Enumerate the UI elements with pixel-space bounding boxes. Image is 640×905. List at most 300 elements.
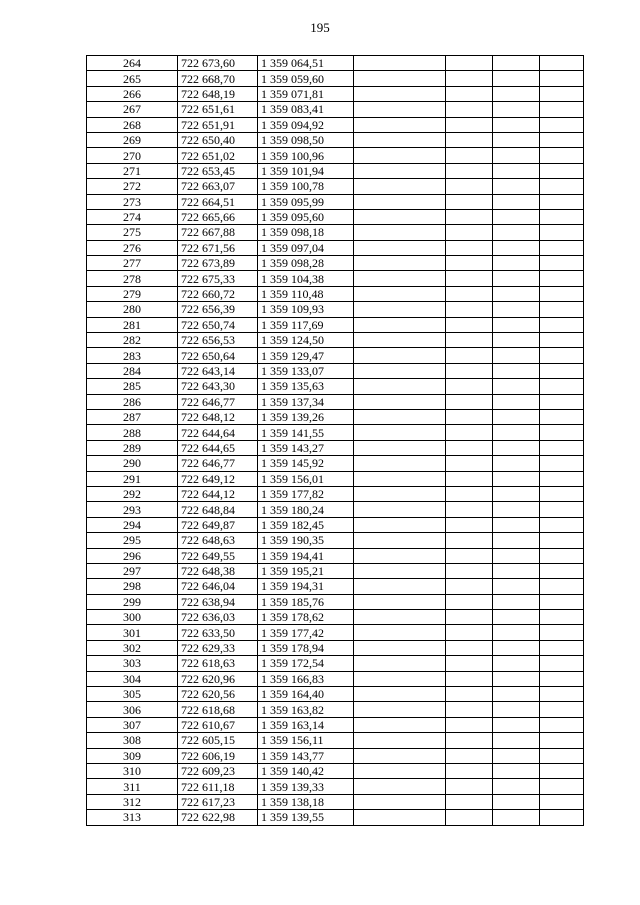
table-row xyxy=(87,394,584,409)
empty-cell xyxy=(540,148,584,163)
point-number-cell: 289 xyxy=(87,440,178,455)
empty-cell xyxy=(354,440,446,455)
y-coordinate-cell: 1 359 185,76 xyxy=(258,594,354,609)
empty-cell xyxy=(493,810,540,825)
y-coordinate-cell: 1 359 139,33 xyxy=(258,779,354,794)
empty-cell xyxy=(354,132,446,147)
point-number-cell: 310 xyxy=(87,763,178,778)
empty-cell xyxy=(540,671,584,686)
point-number-cell: 288 xyxy=(87,425,178,440)
empty-cell xyxy=(540,594,584,609)
empty-cell xyxy=(354,148,446,163)
empty-cell xyxy=(446,379,493,394)
empty-cell xyxy=(354,594,446,609)
table-row xyxy=(87,533,584,548)
empty-cell xyxy=(493,163,540,178)
point-number-cell: 306 xyxy=(87,702,178,717)
y-coordinate-cell: 1 359 098,28 xyxy=(258,256,354,271)
empty-cell xyxy=(540,502,584,517)
y-coordinate-cell: 1 359 195,21 xyxy=(258,563,354,578)
empty-cell xyxy=(354,86,446,101)
point-number-cell: 269 xyxy=(87,132,178,147)
point-number-cell: 268 xyxy=(87,117,178,132)
x-coordinate-cell: 722 643,30 xyxy=(178,379,258,394)
table-row xyxy=(87,748,584,763)
x-coordinate-cell: 722 660,72 xyxy=(178,286,258,301)
empty-cell xyxy=(446,625,493,640)
empty-cell xyxy=(354,671,446,686)
point-number-cell: 301 xyxy=(87,625,178,640)
empty-cell xyxy=(354,271,446,286)
empty-cell xyxy=(493,148,540,163)
table-row xyxy=(87,794,584,809)
point-number-cell: 309 xyxy=(87,748,178,763)
empty-cell xyxy=(540,286,584,301)
empty-cell xyxy=(446,563,493,578)
point-number-cell: 276 xyxy=(87,240,178,255)
empty-cell xyxy=(446,594,493,609)
empty-cell xyxy=(540,456,584,471)
x-coordinate-cell: 722 646,04 xyxy=(178,579,258,594)
empty-cell xyxy=(446,517,493,532)
empty-cell xyxy=(354,286,446,301)
y-coordinate-cell: 1 359 124,50 xyxy=(258,333,354,348)
empty-cell xyxy=(493,317,540,332)
empty-cell xyxy=(354,209,446,224)
empty-cell xyxy=(540,394,584,409)
x-coordinate-cell: 722 648,63 xyxy=(178,533,258,548)
empty-cell xyxy=(493,440,540,455)
y-coordinate-cell: 1 359 141,55 xyxy=(258,425,354,440)
empty-cell xyxy=(354,471,446,486)
y-coordinate-cell: 1 359 156,11 xyxy=(258,733,354,748)
empty-cell xyxy=(354,302,446,317)
empty-cell xyxy=(446,425,493,440)
table-row xyxy=(87,502,584,517)
y-coordinate-cell: 1 359 104,38 xyxy=(258,271,354,286)
y-coordinate-cell: 1 359 177,42 xyxy=(258,625,354,640)
point-number-cell: 296 xyxy=(87,548,178,563)
empty-cell xyxy=(446,71,493,86)
table-row xyxy=(87,148,584,163)
y-coordinate-cell: 1 359 164,40 xyxy=(258,687,354,702)
empty-cell xyxy=(446,333,493,348)
empty-cell xyxy=(493,256,540,271)
empty-cell xyxy=(540,517,584,532)
empty-cell xyxy=(354,656,446,671)
x-coordinate-cell: 722 611,18 xyxy=(178,779,258,794)
empty-cell xyxy=(446,56,493,71)
empty-cell xyxy=(446,763,493,778)
empty-cell xyxy=(493,394,540,409)
table-row xyxy=(87,225,584,240)
y-coordinate-cell: 1 359 190,35 xyxy=(258,533,354,548)
table-row xyxy=(87,179,584,194)
y-coordinate-cell: 1 359 094,92 xyxy=(258,117,354,132)
table-row xyxy=(87,656,584,671)
empty-cell xyxy=(493,379,540,394)
y-coordinate-cell: 1 359 098,18 xyxy=(258,225,354,240)
empty-cell xyxy=(493,286,540,301)
table-row xyxy=(87,163,584,178)
x-coordinate-cell: 722 610,67 xyxy=(178,717,258,732)
x-coordinate-cell: 722 648,19 xyxy=(178,86,258,101)
empty-cell xyxy=(354,117,446,132)
empty-cell xyxy=(446,702,493,717)
empty-cell xyxy=(446,394,493,409)
empty-cell xyxy=(354,563,446,578)
y-coordinate-cell: 1 359 101,94 xyxy=(258,163,354,178)
empty-cell xyxy=(540,117,584,132)
empty-cell xyxy=(446,471,493,486)
y-coordinate-cell: 1 359 140,42 xyxy=(258,763,354,778)
y-coordinate-cell: 1 359 109,93 xyxy=(258,302,354,317)
empty-cell xyxy=(446,256,493,271)
table-row xyxy=(87,702,584,717)
empty-cell xyxy=(493,517,540,532)
empty-cell xyxy=(354,333,446,348)
table-row xyxy=(87,348,584,363)
point-number-cell: 300 xyxy=(87,610,178,625)
empty-cell xyxy=(540,194,584,209)
x-coordinate-cell: 722 664,51 xyxy=(178,194,258,209)
empty-cell xyxy=(493,56,540,71)
empty-cell xyxy=(446,794,493,809)
y-coordinate-cell: 1 359 163,82 xyxy=(258,702,354,717)
point-number-cell: 279 xyxy=(87,286,178,301)
point-number-cell: 275 xyxy=(87,225,178,240)
empty-cell xyxy=(493,86,540,101)
empty-cell xyxy=(446,209,493,224)
empty-cell xyxy=(540,748,584,763)
point-number-cell: 302 xyxy=(87,640,178,655)
empty-cell xyxy=(540,71,584,86)
table-row xyxy=(87,379,584,394)
empty-cell xyxy=(493,763,540,778)
empty-cell xyxy=(354,379,446,394)
empty-cell xyxy=(446,671,493,686)
empty-cell xyxy=(540,702,584,717)
empty-cell xyxy=(493,333,540,348)
x-coordinate-cell: 722 651,61 xyxy=(178,102,258,117)
point-number-cell: 308 xyxy=(87,733,178,748)
table-row xyxy=(87,440,584,455)
table-row xyxy=(87,810,584,825)
empty-cell xyxy=(540,810,584,825)
x-coordinate-cell: 722 656,39 xyxy=(178,302,258,317)
empty-cell xyxy=(354,610,446,625)
y-coordinate-cell: 1 359 145,92 xyxy=(258,456,354,471)
empty-cell xyxy=(446,533,493,548)
empty-cell xyxy=(446,733,493,748)
empty-cell xyxy=(493,409,540,424)
point-number-cell: 281 xyxy=(87,317,178,332)
empty-cell xyxy=(493,271,540,286)
empty-cell xyxy=(446,271,493,286)
empty-cell xyxy=(540,271,584,286)
point-number-cell: 266 xyxy=(87,86,178,101)
x-coordinate-cell: 722 648,38 xyxy=(178,563,258,578)
table-row xyxy=(87,717,584,732)
point-number-cell: 312 xyxy=(87,794,178,809)
empty-cell xyxy=(493,456,540,471)
point-number-cell: 304 xyxy=(87,671,178,686)
x-coordinate-cell: 722 650,74 xyxy=(178,317,258,332)
y-coordinate-cell: 1 359 133,07 xyxy=(258,363,354,378)
y-coordinate-cell: 1 359 059,60 xyxy=(258,71,354,86)
empty-cell xyxy=(540,579,584,594)
empty-cell xyxy=(493,71,540,86)
point-number-cell: 285 xyxy=(87,379,178,394)
table-row xyxy=(87,640,584,655)
table-row xyxy=(87,425,584,440)
empty-cell xyxy=(354,394,446,409)
y-coordinate-cell: 1 359 166,83 xyxy=(258,671,354,686)
table-row xyxy=(87,256,584,271)
empty-cell xyxy=(354,486,446,501)
empty-cell xyxy=(446,502,493,517)
empty-cell xyxy=(540,240,584,255)
empty-cell xyxy=(493,563,540,578)
x-coordinate-cell: 722 656,53 xyxy=(178,333,258,348)
y-coordinate-cell: 1 359 177,82 xyxy=(258,486,354,501)
y-coordinate-cell: 1 359 182,45 xyxy=(258,517,354,532)
x-coordinate-cell: 722 667,88 xyxy=(178,225,258,240)
empty-cell xyxy=(446,302,493,317)
point-number-cell: 292 xyxy=(87,486,178,501)
empty-cell xyxy=(493,717,540,732)
empty-cell xyxy=(493,194,540,209)
point-number-cell: 270 xyxy=(87,148,178,163)
x-coordinate-cell: 722 675,33 xyxy=(178,271,258,286)
empty-cell xyxy=(493,794,540,809)
y-coordinate-cell: 1 359 143,77 xyxy=(258,748,354,763)
x-coordinate-cell: 722 668,70 xyxy=(178,71,258,86)
x-coordinate-cell: 722 617,23 xyxy=(178,794,258,809)
point-number-cell: 277 xyxy=(87,256,178,271)
point-number-cell: 297 xyxy=(87,563,178,578)
x-coordinate-cell: 722 605,15 xyxy=(178,733,258,748)
point-number-cell: 286 xyxy=(87,394,178,409)
point-number-cell: 284 xyxy=(87,363,178,378)
empty-cell xyxy=(354,163,446,178)
empty-cell xyxy=(493,671,540,686)
empty-cell xyxy=(493,225,540,240)
y-coordinate-cell: 1 359 194,41 xyxy=(258,548,354,563)
table-row xyxy=(87,456,584,471)
empty-cell xyxy=(540,733,584,748)
empty-cell xyxy=(354,625,446,640)
x-coordinate-cell: 722 633,50 xyxy=(178,625,258,640)
x-coordinate-cell: 722 609,23 xyxy=(178,763,258,778)
empty-cell xyxy=(493,687,540,702)
empty-cell xyxy=(354,687,446,702)
x-coordinate-cell: 722 651,91 xyxy=(178,117,258,132)
empty-cell xyxy=(540,533,584,548)
empty-cell xyxy=(493,548,540,563)
empty-cell xyxy=(540,625,584,640)
empty-cell xyxy=(540,440,584,455)
table-row xyxy=(87,779,584,794)
empty-cell xyxy=(493,302,540,317)
empty-cell xyxy=(446,779,493,794)
y-coordinate-cell: 1 359 071,81 xyxy=(258,86,354,101)
y-coordinate-cell: 1 359 064,51 xyxy=(258,56,354,71)
point-number-cell: 305 xyxy=(87,687,178,702)
empty-cell xyxy=(354,640,446,655)
empty-cell xyxy=(354,748,446,763)
y-coordinate-cell: 1 359 097,04 xyxy=(258,240,354,255)
empty-cell xyxy=(446,363,493,378)
point-number-cell: 265 xyxy=(87,71,178,86)
y-coordinate-cell: 1 359 083,41 xyxy=(258,102,354,117)
point-number-cell: 294 xyxy=(87,517,178,532)
empty-cell xyxy=(354,102,446,117)
y-coordinate-cell: 1 359 117,69 xyxy=(258,317,354,332)
y-coordinate-cell: 1 359 172,54 xyxy=(258,656,354,671)
empty-cell xyxy=(446,687,493,702)
x-coordinate-cell: 722 606,19 xyxy=(178,748,258,763)
empty-cell xyxy=(540,486,584,501)
empty-cell xyxy=(354,179,446,194)
empty-cell xyxy=(446,486,493,501)
empty-cell xyxy=(493,486,540,501)
x-coordinate-cell: 722 663,07 xyxy=(178,179,258,194)
empty-cell xyxy=(493,748,540,763)
x-coordinate-cell: 722 643,14 xyxy=(178,363,258,378)
point-number-cell: 278 xyxy=(87,271,178,286)
table-row xyxy=(87,117,584,132)
empty-cell xyxy=(354,363,446,378)
table-row xyxy=(87,625,584,640)
empty-cell xyxy=(446,579,493,594)
table-row xyxy=(87,594,584,609)
empty-cell xyxy=(446,548,493,563)
table-row xyxy=(87,363,584,378)
table-row xyxy=(87,86,584,101)
empty-cell xyxy=(493,471,540,486)
x-coordinate-cell: 722 673,89 xyxy=(178,256,258,271)
table-row xyxy=(87,286,584,301)
table-row xyxy=(87,763,584,778)
empty-cell xyxy=(354,502,446,517)
empty-cell xyxy=(493,579,540,594)
empty-cell xyxy=(540,548,584,563)
empty-cell xyxy=(446,640,493,655)
y-coordinate-cell: 1 359 095,99 xyxy=(258,194,354,209)
table-row xyxy=(87,240,584,255)
empty-cell xyxy=(354,763,446,778)
x-coordinate-cell: 722 622,98 xyxy=(178,810,258,825)
empty-cell xyxy=(354,579,446,594)
table-row xyxy=(87,102,584,117)
x-coordinate-cell: 722 618,68 xyxy=(178,702,258,717)
y-coordinate-cell: 1 359 100,78 xyxy=(258,179,354,194)
table-row xyxy=(87,209,584,224)
empty-cell xyxy=(446,148,493,163)
empty-cell xyxy=(354,717,446,732)
x-coordinate-cell: 722 671,56 xyxy=(178,240,258,255)
empty-cell xyxy=(540,163,584,178)
x-coordinate-cell: 722 620,96 xyxy=(178,671,258,686)
empty-cell xyxy=(446,348,493,363)
point-number-cell: 272 xyxy=(87,179,178,194)
y-coordinate-cell: 1 359 095,60 xyxy=(258,209,354,224)
x-coordinate-cell: 722 644,12 xyxy=(178,486,258,501)
empty-cell xyxy=(493,594,540,609)
empty-cell xyxy=(540,717,584,732)
empty-cell xyxy=(354,702,446,717)
y-coordinate-cell: 1 359 098,50 xyxy=(258,132,354,147)
empty-cell xyxy=(354,533,446,548)
empty-cell xyxy=(354,456,446,471)
y-coordinate-cell: 1 359 137,34 xyxy=(258,394,354,409)
point-number-cell: 267 xyxy=(87,102,178,117)
empty-cell xyxy=(540,317,584,332)
y-coordinate-cell: 1 359 143,27 xyxy=(258,440,354,455)
table-row xyxy=(87,486,584,501)
x-coordinate-cell: 722 650,40 xyxy=(178,132,258,147)
empty-cell xyxy=(354,348,446,363)
y-coordinate-cell: 1 359 163,14 xyxy=(258,717,354,732)
x-coordinate-cell: 722 646,77 xyxy=(178,394,258,409)
x-coordinate-cell: 722 646,77 xyxy=(178,456,258,471)
point-number-cell: 283 xyxy=(87,348,178,363)
point-number-cell: 273 xyxy=(87,194,178,209)
y-coordinate-cell: 1 359 194,31 xyxy=(258,579,354,594)
table-row xyxy=(87,194,584,209)
y-coordinate-cell: 1 359 139,26 xyxy=(258,409,354,424)
empty-cell xyxy=(446,317,493,332)
empty-cell xyxy=(354,425,446,440)
empty-cell xyxy=(493,209,540,224)
empty-cell xyxy=(493,779,540,794)
empty-cell xyxy=(354,779,446,794)
empty-cell xyxy=(446,409,493,424)
table-row xyxy=(87,563,584,578)
empty-cell xyxy=(540,379,584,394)
empty-cell xyxy=(493,348,540,363)
x-coordinate-cell: 722 644,64 xyxy=(178,425,258,440)
table-row xyxy=(87,56,584,71)
point-number-cell: 280 xyxy=(87,302,178,317)
table-row xyxy=(87,471,584,486)
y-coordinate-cell: 1 359 129,47 xyxy=(258,348,354,363)
empty-cell xyxy=(493,640,540,655)
point-number-cell: 307 xyxy=(87,717,178,732)
point-number-cell: 311 xyxy=(87,779,178,794)
empty-cell xyxy=(493,132,540,147)
x-coordinate-cell: 722 650,64 xyxy=(178,348,258,363)
empty-cell xyxy=(540,209,584,224)
empty-cell xyxy=(540,348,584,363)
table-row xyxy=(87,687,584,702)
y-coordinate-cell: 1 359 139,55 xyxy=(258,810,354,825)
x-coordinate-cell: 722 648,12 xyxy=(178,409,258,424)
empty-cell xyxy=(446,117,493,132)
point-number-cell: 293 xyxy=(87,502,178,517)
empty-cell xyxy=(354,225,446,240)
empty-cell xyxy=(540,471,584,486)
empty-cell xyxy=(540,763,584,778)
empty-cell xyxy=(540,56,584,71)
empty-cell xyxy=(446,810,493,825)
point-number-cell: 290 xyxy=(87,456,178,471)
x-coordinate-cell: 722 673,60 xyxy=(178,56,258,71)
empty-cell xyxy=(540,563,584,578)
x-coordinate-cell: 722 629,33 xyxy=(178,640,258,655)
empty-cell xyxy=(540,794,584,809)
